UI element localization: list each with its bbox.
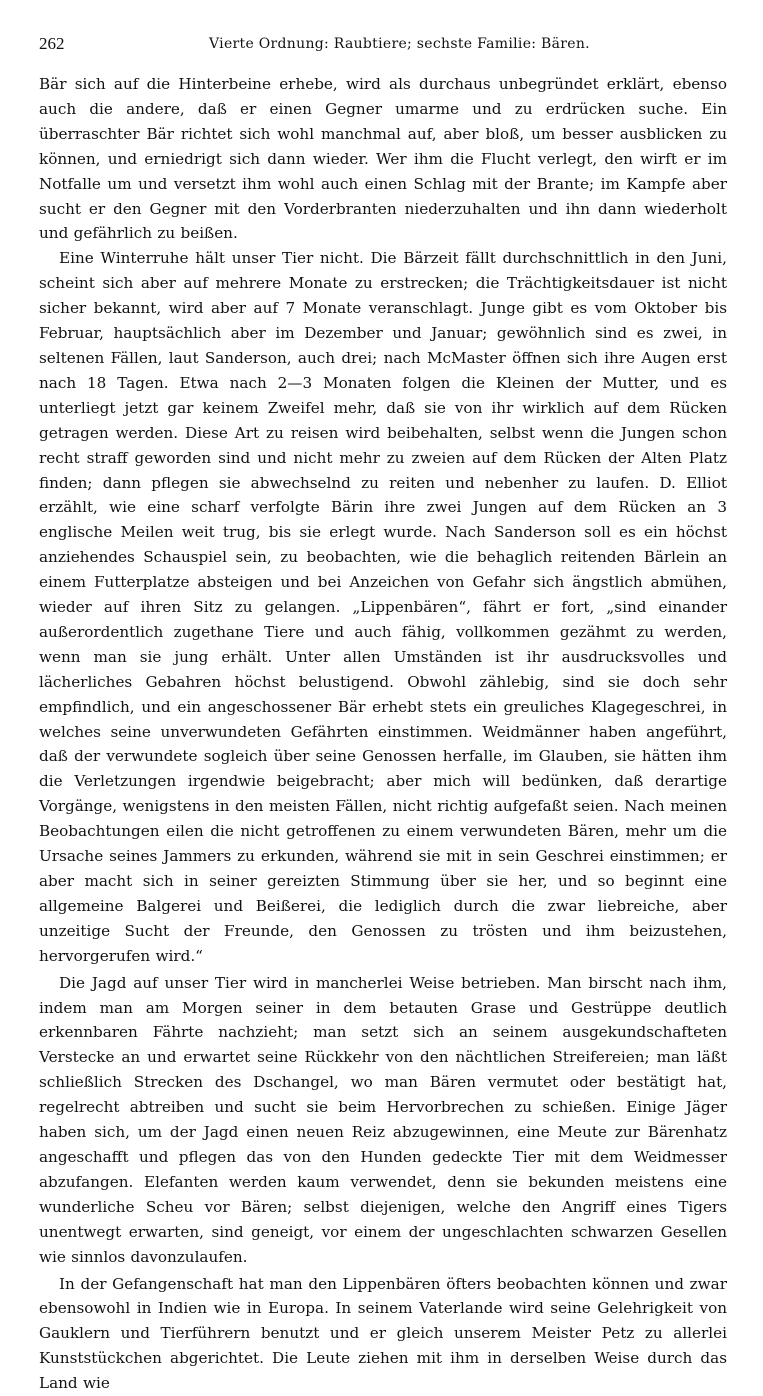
paragraph-captivity: In der Gefangenschaft hat man den Lippenbären öfters beobachten können und zwar ebensowohl in Indien wie in Europa. In seinem Vaterlande wird seine Gelehrigkeit von Gauklern und Tierführern benutzt und er gleich unserem Meister Petz zu allerlei Kunststückchen abgerichtet. Die Leute ziehen mit ihm in derselben Weise durch das Land wie	[39, 1272, 727, 1396]
paragraph-continued: Bär sich auf die Hinterbeine erhebe, wird als durchaus unbegründet erklärt, ebenso auch die andere, daß er einen Gegner umarme und zu erdrücken suche. Ein überraschter Bär richtet sich wohl manchmal auf, aber bloß, um besser ausblicken zu können, und erniedrigt sich dann wieder. Wer ihm die Flucht verlegt, den wirft er im Notfalle um und versetzt ihm wohl auch einen Schlag mit der Brante; im Kampfe aber sucht er den Gegner mit den Vorderbranten niederzuhalten und ihn dann wiederholt und gefährlich zu beißen.	[39, 72, 727, 246]
page-header	[39, 34, 727, 64]
page-number: 262	[39, 34, 65, 54]
paragraph-hunting: Die Jagd auf unser Tier wird in mancherlei Weise betrieben. Man birscht nach ihm, indem man am Morgen seiner in dem betauten Grase und Gestrüppe deutlich erkennbaren Fährte nachzieht; man setzt sich an seinem ausgekundschafteten Verstecke an und erwartet seine Rückkehr von den nächtlichen Streifereien; man läßt schließlich Strecken des Dschangel, wo man Bären vermutet oder bestätigt hat, regelrecht abtreiben und sucht sie beim Hervorbrechen zu schießen. Einige Jäger haben sich, um der Jagd einen neuen Reiz abzugewinnen, eine Meute zur Bärenhatz angeschafft und pflegen das von den Hunden gedeckte Tier mit dem Weidmesser abzufangen. Elefanten werden kaum verwendet, denn sie bekunden meistens eine wunderliche Scheu vor Bären; selbst diejenigen, welche den Angriff eines Tigers unentwegt erwarten, sind geneigt, vor einem der ungeschlachten schwarzen Gesellen wie sinnlos davonzulaufen.	[39, 971, 727, 1270]
paragraph-breeding: Eine Winterruhe hält unser Tier nicht. Die Bärzeit fällt durchschnittlich in den Juni, scheint sich aber auf mehrere Monate zu erstrecken; die Trächtigkeitsdauer ist nicht sicher bekannt, wird aber auf 7 Monate veranschlagt. Junge gibt es vom Oktober bis Februar, hauptsächlich aber im Dezember und Januar; gewöhnlich sind es zwei, in seltenen Fällen, laut Sanderson, auch drei; nach McMaster öffnen sich ihre Augen erst nach 18 Tagen. Etwa nach 2—3 Monaten folgen die Kleinen der Mutter, und es unterliegt jetzt gar keinem Zweifel mehr, daß sie von ihr wirklich auf dem Rücken getragen werden. Diese Art zu reisen wird beibehalten, selbst wenn die Jungen schon recht straff geworden sind und nicht mehr zu zweien auf dem Rücken der Alten Platz finden; dann pflegen sie abwechselnd zu reiten und nebenher zu laufen. D. Elliot erzählt, wie eine scharf verfolgte Bärin ihre zwei Jungen auf dem Rücken an 3 englische Meilen weit trug, bis sie erlegt wurde. Nach Sanderson soll es ein höchst anziehendes Schauspiel sein, zu beobachten, wie die behaglich reitenden Bärlein an einem Futterplatze absteigen und bei Anzeichen von Gefahr sich ängstlich abmühen, wieder auf ihren Sitz zu gelangen. „Lippenbären“, fährt er fort, „sind einander außerordentlich zugethane Tiere und auch fähig, vollkommen gezähmt zu werden, wenn man sie jung erhält. Unter allen Umständen ist ihr ausdrucksvolles und lächerliches Gebahren höchst belustigend. Obwohl zählebig, sind sie doch sehr empfindlich, und ein angeschossener Bär erhebt stets ein greuliches Klagegeschrei, in welches seine unverwundeten Gefährten einstimmen. Weidmänner haben angeführt, daß der verwundete sogleich über seine Genossen herfalle, im Glauben, sie hätten ihm die Verletzungen irgendwie beigebracht; aber mich will bedünken, daß derartige Vorgänge, wenigstens in den meisten Fällen, nicht richtig aufgefaßt seien. Nach meinen Beobachtungen eilen die nicht getroffenen zu einem verwundeten Bären, mehr um die Ursache seines Jammers zu erkunden, während sie mit in sein Geschrei einstimmen; er aber macht sich in seiner gereizten Stimmung über sie her, und so beginnt eine allgemeine Balgerei und Beißerei, die lediglich durch die zwar liebreiche, aber unzeitige Sucht der Freunde, den Genossen zu trösten und ihm beizustehen, hervorgerufen wird.“	[39, 246, 727, 968]
body-text	[39, 72, 727, 1396]
running-head: Vierte Ordnung: Raubtiere; sechste Familie: Bären.	[209, 36, 590, 52]
